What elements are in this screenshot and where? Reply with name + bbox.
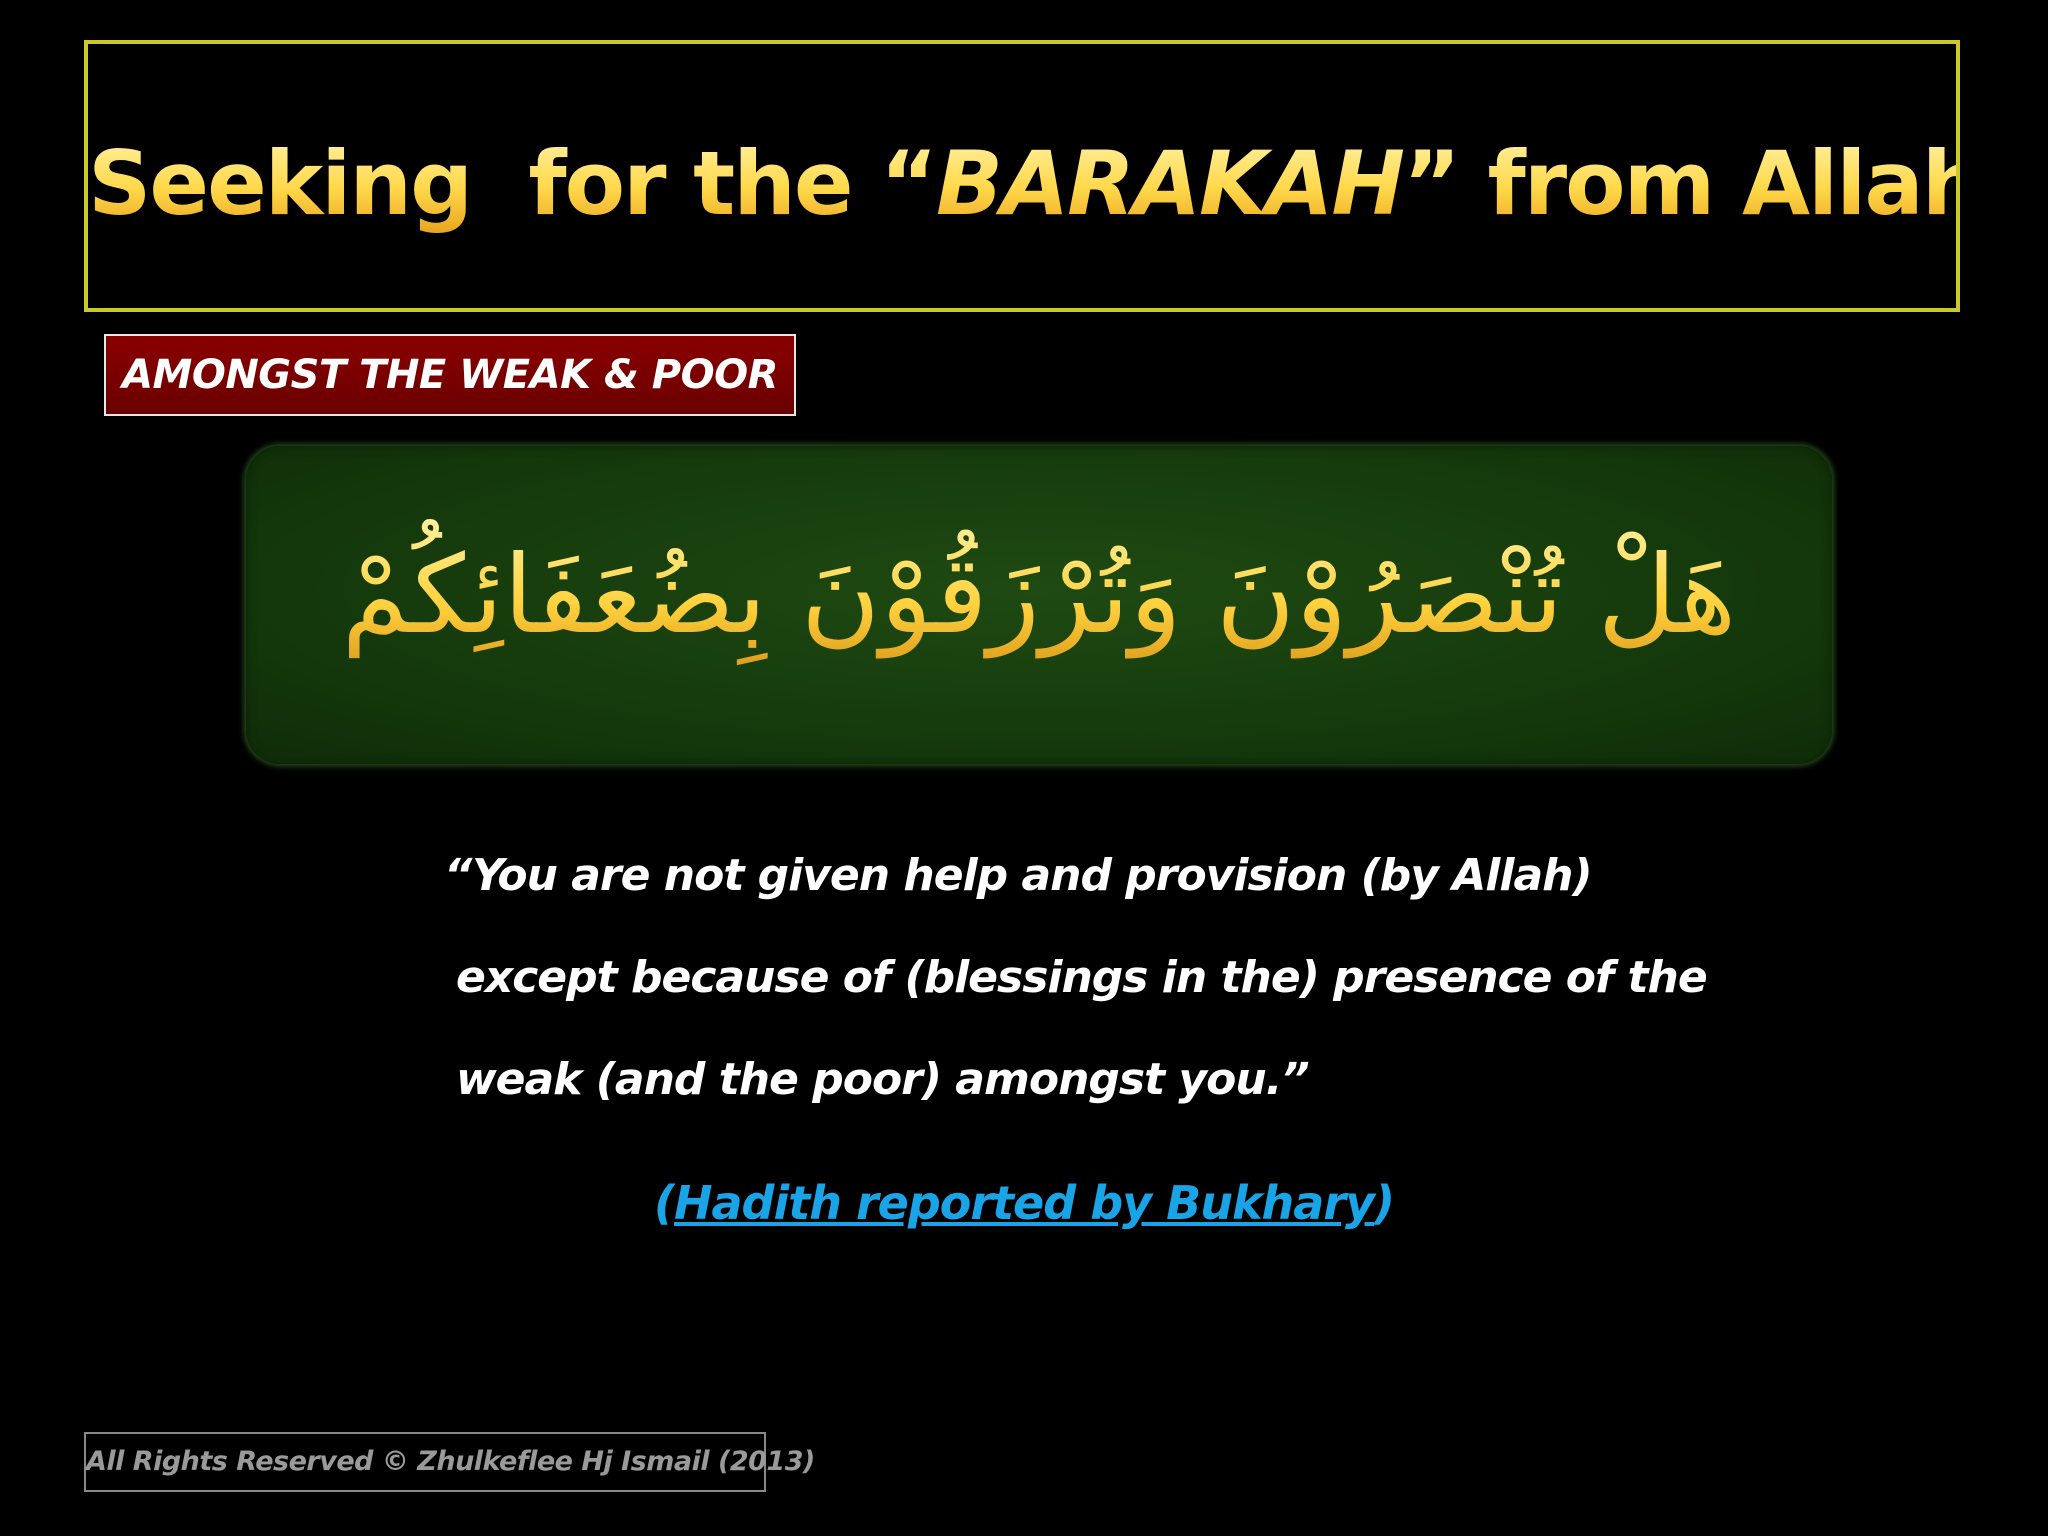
- arabic-hadith-text: هَلْ تُنْصَرُوْنَ وَتُرْزَقُوْنَ بِضُعَفَائِكُمْ: [246, 516, 1832, 676]
- hadith-source: [0, 1176, 2048, 1230]
- quote-line-2: except because of (blessings in the) presence of the: [456, 952, 1707, 1003]
- title-prefix: Seeking for the “: [88, 132, 936, 235]
- quote-line-3: weak (and the poor) amongst you.”: [456, 1054, 1309, 1105]
- copyright-notice: All Rights Reserved © Zhulkeflee Hj Ismail (2013): [84, 1432, 766, 1492]
- slide-title: [88, 132, 1983, 235]
- title-emphasis: BARAKAH: [936, 132, 1403, 235]
- quote-line-1: “You are not given help and provision (by Allah): [444, 850, 1592, 901]
- source-link[interactable]: Hadith reported by Bukhary: [673, 1176, 1374, 1230]
- title-frame: [84, 40, 1983, 312]
- arabic-panel: [246, 446, 1832, 764]
- source-open-paren: (: [653, 1176, 674, 1230]
- section-tag: AMONGST THE WEAK & POOR: [104, 334, 796, 416]
- source-close-paren: ): [1374, 1176, 1395, 1230]
- title-suffix: ” from Allah: [1403, 132, 1983, 235]
